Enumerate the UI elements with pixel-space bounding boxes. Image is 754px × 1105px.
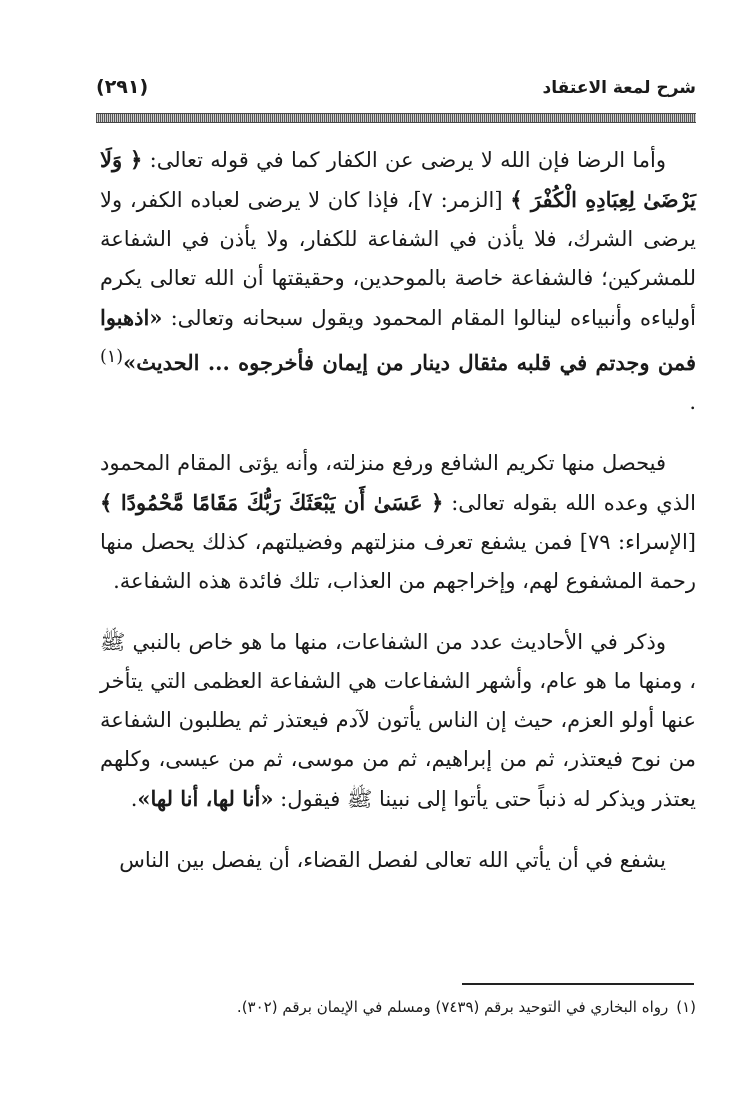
text-segment: [الإسراء: ٧٩] فمن يشفع تعرف منزلتهم وفضيلتهم، كذلك يحصل منها رحمة المشفوع لهم، وإخراجهم من العذاب، تلك فائدة هذه الشفاعة. <box>100 530 697 593</box>
paragraph-1 <box>100 140 696 422</box>
paragraph-4 <box>100 841 696 880</box>
text-segment: فيحصل منها تكريم الشافع ورفع منزلته، وأنه يؤتى المقام المحمود الذي وعده الله بقوله تعالى: <box>100 451 696 515</box>
quran-quote: ﴿ وَلَا يَرْضَىٰ لِعِبَادِهِ الْكُفْرَ ﴾ <box>100 147 697 212</box>
footnote-text: رواه البخاري في التوحيد برقم (٧٤٣٩) ومسلم في الإيمان برقم (٣٠٢). <box>236 998 669 1016</box>
footnote-mark: (١) <box>676 998 696 1016</box>
paragraph-3 <box>100 623 696 819</box>
page-header <box>96 74 696 104</box>
running-title: شرح لمعة الاعتقاد <box>542 78 696 98</box>
paragraph-2 <box>100 444 696 601</box>
main-text <box>100 140 696 902</box>
text-segment: وأما الرضا فإن الله لا يرضى عن الكفار كما في قوله تعالى: <box>142 148 667 172</box>
page-number: (٢٩١) <box>96 76 149 98</box>
header-divider <box>96 113 696 123</box>
text-segment: [الزمر: ٧]، فإذا كان لا يرضى لعباده الكفر، ولا يرضى الشرك، فلا يأذن في الشفاعة للكفار، ولا يأذن في الشفاعة للمشركين؛ فالشفاعة خاصة بالموحدين، وحقيقتها أن الله تعالى يكرم أولياءه وأنبياءه لينالوا المقام المحمود ويقول سبحانه وتعالى: <box>100 188 696 330</box>
hadith-quote: «أنا لها، أنا لها» <box>137 786 274 811</box>
footnote <box>96 996 696 1018</box>
footnote-reference: (١) <box>100 347 124 367</box>
text-segment: . <box>689 390 696 414</box>
hadith-quote: «اذهبوا فمن وجدتم في قلبه مثقال دينار من إيمان فأخرجوه ... الحديث» <box>100 305 696 375</box>
text-segment: وذكر في الأحاديث عدد من الشفاعات، منها ما هو خاص بالنبي ﷺ ، ومنها ما هو عام، وأشهر الشفاعات هي الشفاعة العظمى التي يتأخر عنها أولو العزم، حيث إن الناس يأتون لآدم فيعتذر ثم يطلبون الشفاعة من نوح فيعتذر، ثم من إبراهيم، ثم من موسى، ثم من عيسى، وكلهم يعتذر ويذكر له ذنباً حتى يأتوا إلى نبينا ﷺ فيقول: <box>100 630 696 811</box>
quran-quote: ﴿ عَسَىٰ أَن يَبْعَثَكَ رَبُّكَ مَقَامًا مَّحْمُودًا ﴾ <box>100 490 444 515</box>
text-segment: . <box>130 787 138 811</box>
text-segment: يشفع في أن يأتي الله تعالى لفصل القضاء، أن يفصل بين الناس <box>119 848 666 872</box>
footnote-divider <box>462 983 694 985</box>
